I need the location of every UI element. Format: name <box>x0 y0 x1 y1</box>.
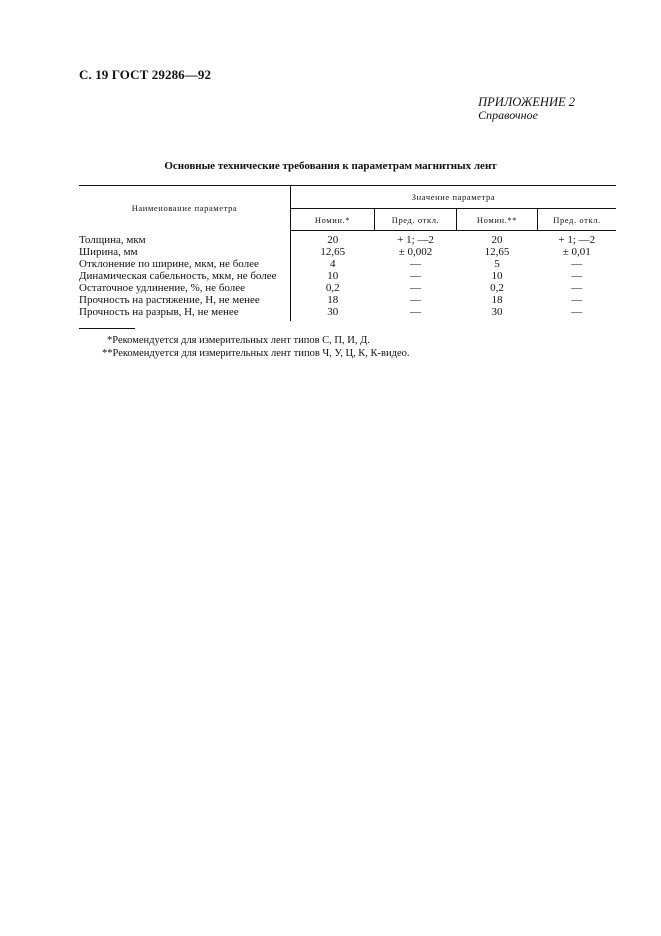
parameters-table <box>79 185 616 321</box>
cell-nominal-2: 20 <box>491 234 503 246</box>
header-nominal-1: Номин.* <box>291 209 375 231</box>
cell-tolerance-1: — <box>410 282 421 294</box>
row-name: Ширина, мм <box>79 246 291 258</box>
cell-tolerance-1: ± 0,002 <box>398 246 433 258</box>
table-row <box>79 231 616 247</box>
footnote-1: *Рекомендуется для измерительных лент типов С, П, И, Д. <box>107 335 370 346</box>
cell-nominal-1: 18 <box>327 294 339 306</box>
table-row <box>79 294 616 306</box>
appendix-title: ПРИЛОЖЕНИЕ 2 <box>478 95 575 109</box>
cell-tolerance-1: — <box>410 294 421 306</box>
table-row <box>79 270 616 282</box>
header-tolerance-2: Пред. откл. <box>538 209 617 231</box>
row-name: Толщина, мкм <box>79 231 291 247</box>
cell-nominal-1: 0,2 <box>325 282 340 294</box>
cell-nominal-2: 30 <box>491 306 503 318</box>
cell-nominal-1: 10 <box>327 270 339 282</box>
table-row <box>79 306 616 321</box>
header-value-group: Значение параметра <box>291 186 617 209</box>
cell-tolerance-2: ± 0,01 <box>562 246 591 258</box>
row-name: Остаточное удлинение, %, не более <box>79 282 291 294</box>
cell-nominal-2: 5 <box>494 258 500 270</box>
header-nominal-2: Номин.** <box>457 209 538 231</box>
cell-tolerance-1: — <box>410 258 421 270</box>
cell-tolerance-2: — <box>571 294 583 306</box>
row-name: Прочность на разрыв, Н, не менее <box>79 306 291 321</box>
cell-tolerance-2: — <box>571 282 583 294</box>
row-name: Прочность на растяжение, Н, не менее <box>79 294 291 306</box>
cell-nominal-2: 10 <box>491 270 503 282</box>
cell-tolerance-2: — <box>571 306 583 318</box>
appendix-label <box>478 96 575 122</box>
cell-nominal-1: 4 <box>330 258 336 270</box>
table-title: Основные технические требования к параметрам магнитных лент <box>164 160 497 172</box>
cell-nominal-2: 18 <box>491 294 503 306</box>
cell-tolerance-2: — <box>571 270 583 282</box>
cell-tolerance-1: — <box>410 306 421 318</box>
cell-tolerance-1: — <box>410 270 421 282</box>
appendix-subtitle: Справочное <box>478 108 538 122</box>
table-row <box>79 258 616 270</box>
page-header: С. 19 ГОСТ 29286—92 <box>79 67 212 82</box>
row-name: Отклонение по ширине, мкм, не более <box>79 258 291 270</box>
cell-tolerance-1: + 1; —2 <box>397 234 434 246</box>
cell-nominal-2: 0,2 <box>490 282 504 294</box>
cell-tolerance-2: + 1; —2 <box>558 234 596 246</box>
footnote-2: **Рекомендуется для измерительных лент типов Ч, У, Ц, К, К-видео. <box>102 348 410 359</box>
row-name: Динамическая сабельность, мкм, не более <box>79 270 291 282</box>
cell-nominal-1: 20 <box>327 234 339 246</box>
cell-nominal-1: 12,65 <box>320 246 346 258</box>
header-param-name: Наименование параметра <box>79 186 291 231</box>
table-row <box>79 246 616 258</box>
cell-nominal-2: 12,65 <box>484 246 510 258</box>
cell-nominal-1: 30 <box>327 306 339 318</box>
header-tolerance-1: Пред. откл. <box>375 209 457 231</box>
table-row <box>79 282 616 294</box>
footnote-separator <box>79 328 135 329</box>
cell-tolerance-2: — <box>571 258 583 270</box>
